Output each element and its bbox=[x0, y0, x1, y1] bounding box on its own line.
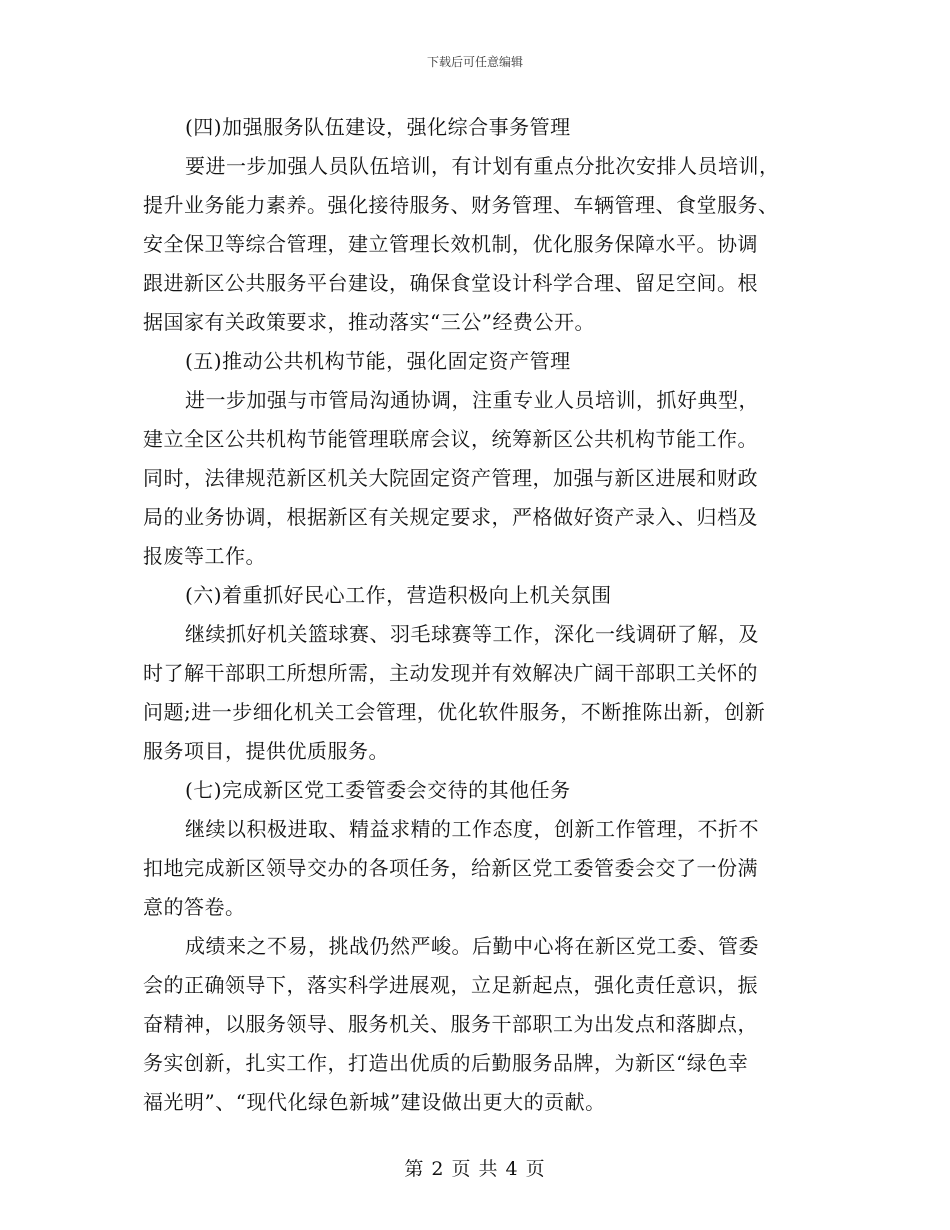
paragraph-line: 会的正确领导下，落实科学进展观，立足新起点，强化责任意识，振 bbox=[143, 973, 758, 997]
paragraph-line: 继续抓好机关篮球赛、羽毛球赛等工作，深化一线调研了解，及 bbox=[185, 622, 759, 646]
paragraph-line: 奋精神，以服务领导、服务机关、服务干部职工为出发点和落脚点， bbox=[143, 1012, 758, 1036]
section-heading-5: (五)推动公共机构节能，强化固定资产管理 bbox=[185, 349, 571, 373]
paragraph-line: 意的答卷。 bbox=[143, 895, 246, 919]
paragraph-line: 继续以积极进取、精益求精的工作态度，创新工作管理，不折不 bbox=[185, 817, 759, 841]
paragraph-line: 服务项目，提供优质服务。 bbox=[143, 739, 389, 763]
paragraph-line: 安全保卫等综合管理，建立管理长效机制，优化服务保障水平。协调 bbox=[143, 232, 758, 256]
paragraph-line: 局的业务协调，根据新区有关规定要求，严格做好资产录入、归档及 bbox=[143, 505, 758, 529]
section-heading-4: (四)加强服务队伍建设，强化综合事务管理 bbox=[185, 115, 571, 139]
section-heading-6: (六)着重抓好民心工作，营造积极向上机关氛围 bbox=[185, 583, 612, 607]
paragraph-line: 成绩来之不易，挑战仍然严峻。后勤中心将在新区党工委、管委 bbox=[185, 934, 759, 958]
paragraph-line: 同时，法律规范新区机关大院固定资产管理，加强与新区进展和财政 bbox=[143, 466, 758, 490]
paragraph-line: 扣地完成新区领导交办的各项任务，给新区党工委管委会交了一份满 bbox=[143, 856, 758, 880]
paragraph-line: 提升业务能力素养。强化接待服务、财务管理、车辆管理、食堂服务、 bbox=[143, 193, 779, 217]
document-body bbox=[143, 108, 813, 1122]
paragraph-line: 报废等工作。 bbox=[143, 544, 266, 568]
paragraph-line: 跟进新区公共服务平台建设，确保食堂设计科学合理、留足空间。根 bbox=[143, 271, 758, 295]
header-note: 下载后可任意编辑 bbox=[426, 55, 523, 69]
paragraph-line: 时了解干部职工所想所需，主动发现并有效解决广阔干部职工关怀的 bbox=[143, 661, 758, 685]
paragraph-line: 建立全区公共机构节能管理联席会议，统筹新区公共机构节能工作。 bbox=[143, 427, 758, 451]
paragraph-line: 问题;进一步细化机关工会管理，优化软件服务，不断推陈出新，创新 bbox=[143, 700, 766, 724]
paragraph-line: 务实创新，扎实工作，打造出优质的后勤服务品牌，为新区“绿色幸 bbox=[143, 1051, 749, 1075]
paragraph-line: 要进一步加强人员队伍培训，有计划有重点分批次安排人员培训， bbox=[185, 154, 780, 178]
page-number: 第 2 页 共 4 页 bbox=[404, 1158, 546, 1180]
paragraph-line: 福光明”、“现代化绿色新城”建设做出更大的贡献。 bbox=[143, 1090, 606, 1114]
paragraph-line: 据国家有关政策要求，推动落实“三公”经费公开。 bbox=[143, 310, 595, 334]
section-heading-7: (七)完成新区党工委管委会交待的其他任务 bbox=[185, 778, 571, 802]
paragraph-line: 进一步加强与市管局沟通协调，注重专业人员培训，抓好典型， bbox=[185, 388, 759, 412]
